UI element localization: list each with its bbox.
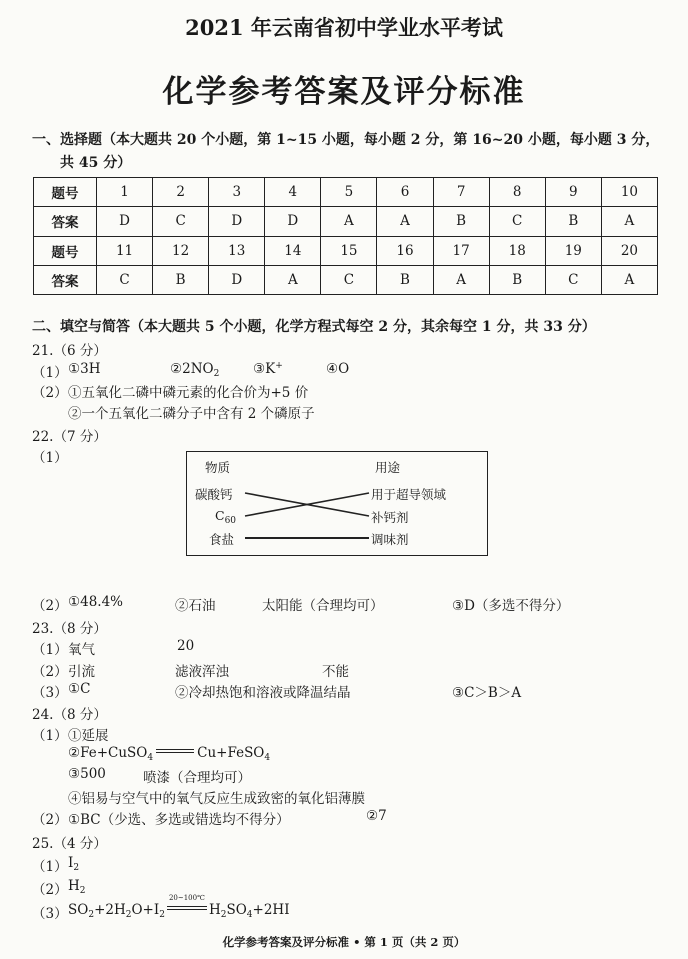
q22-p2-d: ③D（多选不得分） <box>452 598 570 614</box>
column-substance-header: 物质 <box>205 460 231 475</box>
answer-table <box>33 177 658 295</box>
answer-cell: B <box>153 265 209 294</box>
q23-p3-a: ①C <box>68 681 91 697</box>
answer-row <box>34 265 658 294</box>
question-number-cell: 17 <box>433 236 489 265</box>
q23-p3-b: ②冷却热饱和溶液或降温结晶 <box>175 685 351 701</box>
q25-p2: $H_2$ <box>68 878 86 896</box>
answer-row-label: 答案 <box>34 265 97 294</box>
question-number-cell: 10 <box>601 178 657 207</box>
question-number-cell: 15 <box>321 236 377 265</box>
question-number-row <box>34 178 658 207</box>
q22-p2-a: ①48.4% <box>68 594 123 610</box>
use-calcium-supplement: 补钙剂 <box>371 510 409 525</box>
q21-part2-label: （2） <box>32 385 68 401</box>
answer-cell: A <box>377 207 433 236</box>
exam-title: 2021 年云南省初中学业水平考试 <box>185 15 503 40</box>
q24-p1-a: ①延展 <box>68 728 109 744</box>
question-number-cell: 1 <box>97 178 153 207</box>
q25-p1: $I_2$ <box>68 855 80 873</box>
q23-p1-b: 20 <box>177 638 195 654</box>
question-number-cell: 3 <box>209 178 265 207</box>
column-use-header: 用途 <box>375 460 401 475</box>
q22-part1-label: （1） <box>32 450 68 466</box>
question-number-cell: 2 <box>153 178 209 207</box>
answer-cell: A <box>433 265 489 294</box>
answer-cell: C <box>97 265 153 294</box>
answer-cell: B <box>545 207 601 236</box>
matching-box <box>186 451 488 556</box>
q25-part3-label: （3） <box>32 906 68 922</box>
question-number-row <box>34 236 658 265</box>
answer-cell: A <box>265 265 321 294</box>
q21-p2-a: ①五氧化二磷中磷元素的化合价为+5 价 <box>68 385 309 401</box>
q21-p1-a: ①3H <box>68 361 101 377</box>
q23-p2-a: 引流 <box>68 664 95 680</box>
section2-heading: 二、填空与简答（本大题共 5 个小题，化学方程式每空 2 分，其余每空 1 分，共 33 分） <box>32 319 596 335</box>
answer-cell: A <box>601 207 657 236</box>
q24-p1-c: ③500 <box>68 766 106 782</box>
question-number-cell: 13 <box>209 236 265 265</box>
q23-part3-label: （3） <box>32 685 68 701</box>
question-number-cell: 4 <box>265 178 321 207</box>
question-number-cell: 9 <box>545 178 601 207</box>
q24-part2-label: （2） <box>32 812 68 828</box>
question-number-row-label: 题号 <box>34 178 97 207</box>
q23-part1-label: （1） <box>32 642 68 658</box>
answer-cell: A <box>601 265 657 294</box>
reaction-condition: 20~100℃ <box>165 902 209 918</box>
q24-part1-label: （1） <box>32 728 68 744</box>
q21-p2-b: ②一个五氧化二磷分子中含有 2 个磷原子 <box>68 406 315 422</box>
q23-p3-c: ③C＞B＞A <box>452 685 522 701</box>
q22-p2-c: 太阳能（合理均可） <box>262 598 384 614</box>
q25-part2-label: （2） <box>32 882 68 898</box>
question-number-cell: 11 <box>97 236 153 265</box>
q23-p1-a: 氧气 <box>68 642 95 658</box>
question-number-cell: 12 <box>153 236 209 265</box>
q24-p2-b: ②7 <box>366 808 387 824</box>
use-superconductor: 用于超导领域 <box>371 487 447 502</box>
q21-title: 21.（6 分） <box>32 343 107 359</box>
q25-part1-label: （1） <box>32 859 68 875</box>
q22-title: 22.（7 分） <box>32 429 107 445</box>
q23-part2-label: （2） <box>32 664 68 680</box>
question-number-cell: 18 <box>489 236 545 265</box>
answer-cell: C <box>545 265 601 294</box>
q21-p1-c: ③K+ <box>253 361 283 377</box>
q21-p1-d: ④O <box>326 361 350 377</box>
question-number-cell: 19 <box>545 236 601 265</box>
substance-calcium-carbonate: 碳酸钙 <box>195 487 233 502</box>
use-seasoning: 调味剂 <box>371 532 409 547</box>
q21-p1-b: $②2NO_2$ <box>170 361 220 379</box>
question-number-cell: 5 <box>321 178 377 207</box>
q23-p2-c: 不能 <box>322 664 349 680</box>
q23-p2-b: 滤液浑浊 <box>175 664 229 680</box>
q21-part1-label: （1） <box>32 365 68 381</box>
section1-heading: 一、选择题（本大题共 20 个小题，第 1~15 小题，每小题 2 分，第 16~20 小题，每小题 3 分， <box>32 132 660 148</box>
answer-cell: C <box>489 207 545 236</box>
substance-salt: 食盐 <box>209 532 235 547</box>
answer-cell: C <box>321 265 377 294</box>
q25-title: 25.（4 分） <box>32 836 107 852</box>
document-title: 化学参考答案及评分标准 <box>162 74 526 110</box>
q24-title: 24.（8 分） <box>32 707 107 723</box>
answer-cell: D <box>265 207 321 236</box>
equation-equals-sign <box>156 749 194 753</box>
question-number-cell: 14 <box>265 236 321 265</box>
question-number-cell: 8 <box>489 178 545 207</box>
q22-p2-b: ②石油 <box>175 598 216 614</box>
answer-cell: D <box>209 207 265 236</box>
q25-equation: $SO_2+2H_2O+I_2$ 20~100℃ $H_2SO_4+2HI$ <box>68 894 290 920</box>
question-number-cell: 6 <box>377 178 433 207</box>
page-footer: 化学参考答案及评分标准 • 第 1 页（共 2 页） <box>222 935 466 949</box>
q23-title: 23.（8 分） <box>32 621 107 637</box>
section1-heading-cont: 共 45 分） <box>60 155 132 171</box>
answer-cell: C <box>153 207 209 236</box>
question-number-cell: 20 <box>601 236 657 265</box>
answer-cell: D <box>97 207 153 236</box>
answer-cell: D <box>209 265 265 294</box>
matching-lines <box>187 452 487 555</box>
answer-row <box>34 207 658 236</box>
answer-cell: B <box>377 265 433 294</box>
q24-p1-c2: 喷漆（合理均可） <box>143 770 251 786</box>
q22-part2-label: （2） <box>32 598 68 614</box>
question-number-cell: 7 <box>433 178 489 207</box>
q24-equation: ②Fe+CuSO$_4$ Cu+FeSO$_4$ <box>68 745 271 763</box>
answer-cell: B <box>489 265 545 294</box>
q24-p1-d: ④铝易与空气中的氧气反应生成致密的氧化铝薄膜 <box>68 791 365 807</box>
q24-p2-a: ①BC（少选、多选或错选均不得分） <box>68 812 290 828</box>
question-number-row-label: 题号 <box>34 236 97 265</box>
substance-c60: $C_{60}$ <box>215 508 237 526</box>
answer-row-label: 答案 <box>34 207 97 236</box>
answer-cell: A <box>321 207 377 236</box>
question-number-cell: 16 <box>377 236 433 265</box>
answer-cell: B <box>433 207 489 236</box>
